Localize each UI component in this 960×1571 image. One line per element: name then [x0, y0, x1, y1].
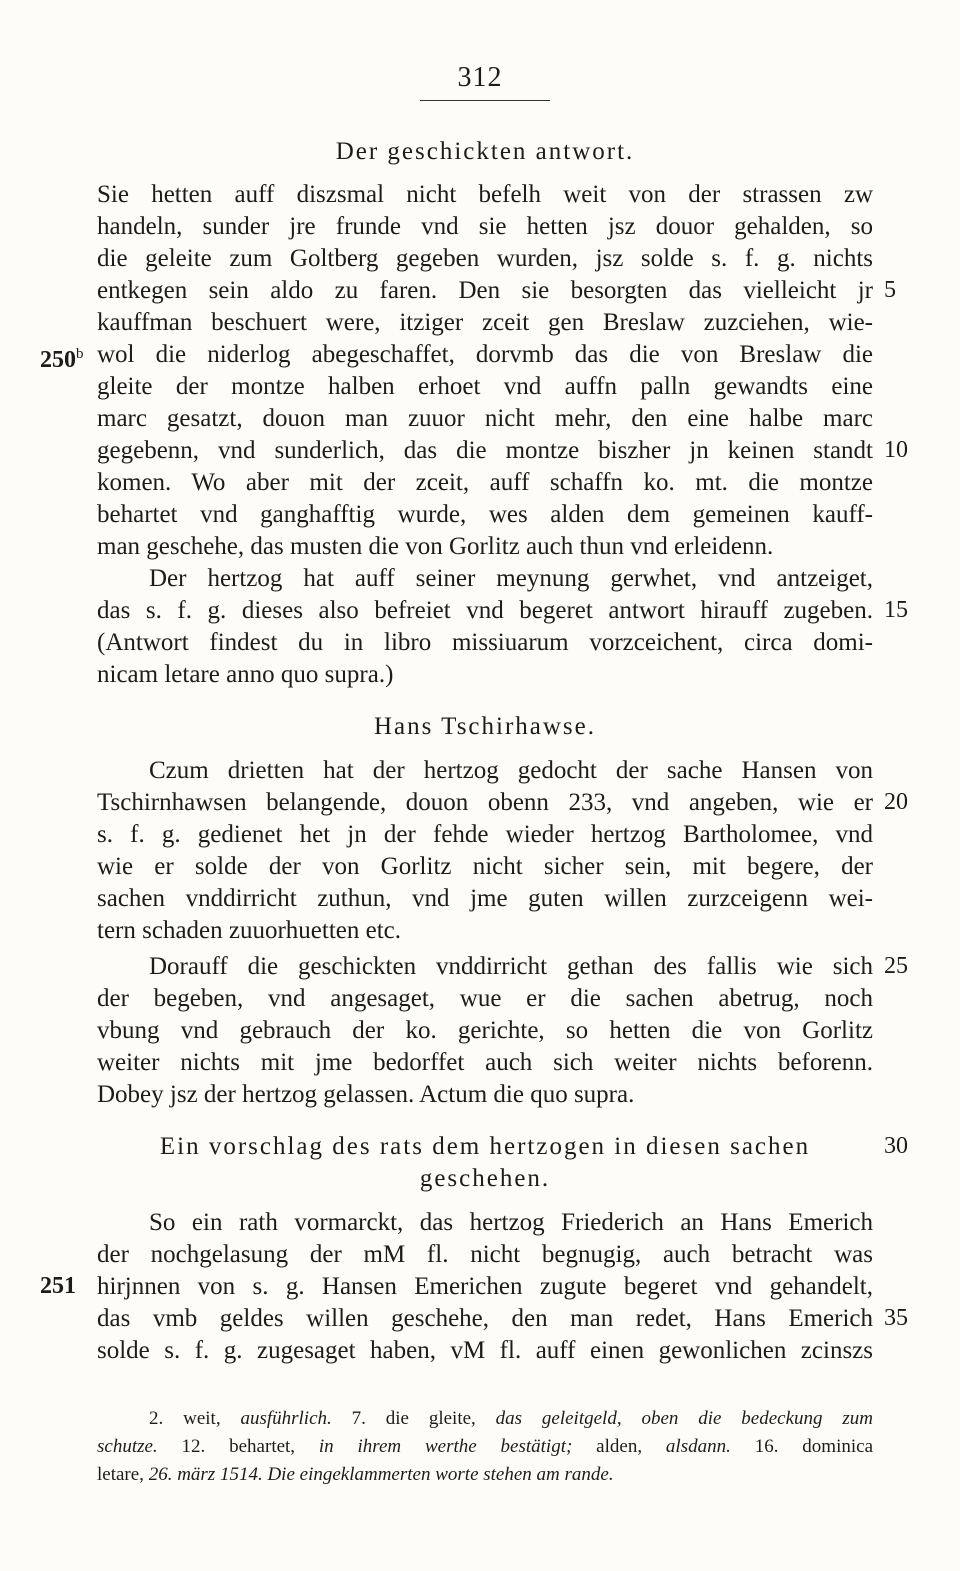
text-line: solde s. f. g. zugesaget haben, vM fl. auff einen gewonlichen zcinszs — [97, 1337, 873, 1364]
line-number: 20 — [884, 789, 908, 815]
footnote-gloss: das geleitgeld, oben die bedeckung zum — [495, 1408, 874, 1429]
text-line: handeln, sunder jre frunde vnd sie hetten jsz douor gehalden, so — [97, 213, 873, 240]
footnote-lemma: 2. weit, — [149, 1408, 221, 1429]
text-line: der begeben, vnd angesaget, wue er die sachen abetrug, noch — [97, 985, 873, 1012]
text-line: kauffman beschuert were, itziger zceit gen Breslaw zuzciehen, wie- — [97, 309, 873, 336]
line-number: 35 — [884, 1305, 908, 1331]
text-line: hirjnnen von s. g. Hansen Emerichen zugute begeret vnd gehandelt, — [97, 1273, 873, 1300]
text-line: gleite der montze halben erhoet vnd auffn palln gewandts eine — [97, 373, 873, 400]
text-line: komen. Wo aber mit der zceit, auff schaffn ko. mt. die montze — [97, 469, 873, 496]
text-line: das vmb geldes willen geschehe, den man redet, Hans Emerich — [97, 1305, 873, 1332]
text-line: sachen vnddirricht zuthun, vnd jme guten willen zurzceigenn wei- — [97, 885, 873, 912]
text-line: die geleite zum Goltberg gegeben wurden, jsz solde s. f. g. nichts — [97, 245, 873, 272]
page-number: 312 — [457, 62, 503, 93]
section-heading: geschehen. — [419, 1165, 551, 1192]
text-line: der nochgelasung der mM fl. nicht begnugig, auch betracht was — [97, 1241, 873, 1268]
text-line: gegebenn, vnd sunderlich, das die montze biszher jn keinen standt — [97, 437, 873, 464]
text-line: Dobey jsz der hertzog gelassen. Actum die quo supra. — [97, 1081, 635, 1108]
line-number: 25 — [884, 953, 908, 979]
footnote-gloss: schutze. — [97, 1436, 158, 1457]
text-line: Czum drietten hat der hertzog gedocht der sache Hansen von — [149, 757, 873, 784]
line-number: 5 — [884, 277, 896, 303]
text-line: Tschirnhawsen belangende, douon obenn 233, vnd angeben, wie er — [97, 789, 873, 816]
section-heading: Hans Tschirhawse. — [373, 713, 597, 740]
section-heading: Ein vorschlag des rats dem hertzogen in diesen sachen — [159, 1133, 811, 1160]
footnote-line — [97, 1433, 873, 1461]
text-line: vbung vnd gebrauch der ko. gerichte, so hetten die von Gorlitz — [97, 1017, 873, 1044]
text-line: entkegen sein aldo zu faren. Den sie besorgten das vielleicht jr — [97, 277, 873, 304]
section-heading: Der geschickten antwort. — [335, 138, 635, 165]
footnote-gloss: Die eingeklammerten worte stehen am rande. — [267, 1464, 614, 1485]
text-line: man geschehe, das musten die von Gorlitz auch thun vnd erleidenn. — [97, 533, 774, 560]
text-line: Der hertzog hat auff seiner meynung gerwhet, vnd antzeiget, — [149, 565, 873, 592]
text-line: nicam letare anno quo supra.) — [97, 661, 394, 688]
footnote-gloss: alsdann. — [665, 1436, 731, 1457]
text-line: s. f. g. gedienet het jn der fehde wieder hertzog Bartholomee, vnd — [97, 821, 873, 848]
line-number: 15 — [884, 597, 908, 623]
footnote-lemma: 12. behartet, — [181, 1436, 296, 1457]
text-line: tern schaden zuuorhuetten etc. — [97, 917, 402, 944]
text-line: marc gesatzt, douon man zuuor nicht mehr, den eine halbe marc — [97, 405, 873, 432]
text-line: wol die niderlog abegeschaffet, dorvmb das die von Breslaw die — [97, 341, 873, 368]
text-line: weiter nichts mit jme bedorffet auch sich weiter nichts beforenn. — [97, 1049, 873, 1076]
footnote-gloss: 26. märz 1514. — [148, 1464, 263, 1485]
text-line: das s. f. g. dieses also befreiet vnd begeret antwort hirauff zugeben. — [97, 597, 873, 624]
text-line: So ein rath vormarckt, das hertzog Friederich an Hans Emerich — [149, 1209, 873, 1236]
margin-note-251: 251 — [40, 1273, 76, 1299]
text-line: behartet vnd ganghafftig wurde, wes alden dem gemeinen kauff- — [97, 501, 873, 528]
footnote-lemma: 7. die gleite, — [351, 1408, 476, 1429]
line-number: 10 — [884, 437, 908, 463]
footnote-lemma: alden, — [596, 1436, 643, 1457]
footnote-lemma: letare, — [97, 1464, 144, 1485]
footnote-line — [97, 1461, 873, 1489]
line-number: 30 — [884, 1133, 908, 1159]
margin-note-250b: 250$^b$ — [40, 346, 84, 373]
footnote-gloss: ausführlich. — [240, 1408, 332, 1429]
text-line: wie er solde der von Gorlitz nicht sicher sein, mit begere, der — [97, 853, 873, 880]
text-line: (Antwort findest du in libro missiuarum vorzceichent, circa domi- — [97, 629, 873, 656]
header-rule — [420, 100, 550, 101]
footnote-lemma: 16. dominica — [754, 1436, 873, 1457]
text-line: Dorauff die geschickten vnddirricht gethan des fallis wie sich — [149, 953, 873, 980]
text-line: Sie hetten auff diszsmal nicht befelh weit von der strassen zw — [97, 181, 873, 208]
footnote-line — [97, 1405, 873, 1433]
footnote-gloss: in ihrem werthe bestätigt; — [318, 1436, 573, 1457]
